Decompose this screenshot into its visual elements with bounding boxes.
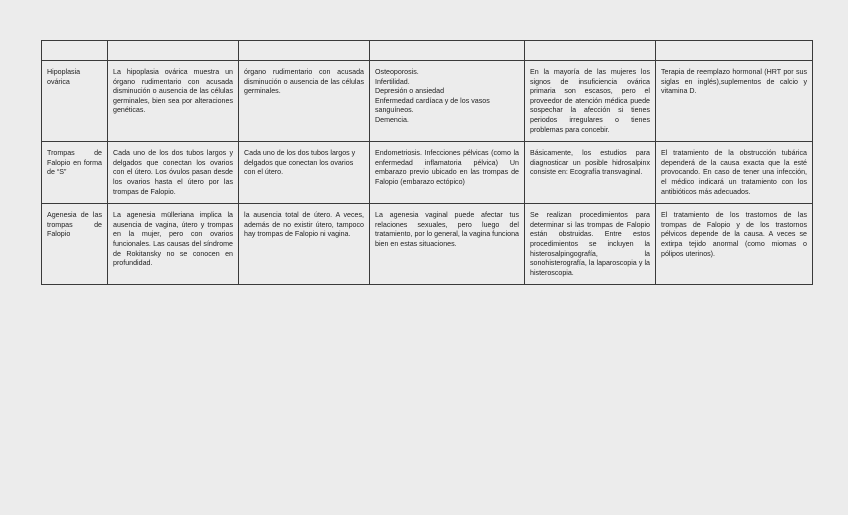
- description-cell: La agenesia mülleriana implica la ausencia de vagina, útero y trompas en la mujer, pero con ovarios funcionales. Las causas del síndrome de Rokitansky no se conocen en profundidad.: [108, 204, 239, 285]
- consequence-item: Enfermedad cardíaca y de los vasos sanguíneos.: [375, 96, 490, 115]
- description-cell: La hipoplasia ovárica muestra un órgano rudimentario con acusada disminución o ausencia de las células germinales, bien sea por alteraciones genéticas.: [108, 61, 239, 142]
- diagnosis-cell: Básicamente, los estudios para diagnosticar un posible hidrosalpinx consiste en: Ecografía transvaginal.: [525, 142, 656, 204]
- consequences-cell: [370, 142, 525, 204]
- comparison-table: [41, 40, 813, 285]
- characteristics-cell: la ausencia total de útero. A veces, además de no existir útero, tampoco hay trompas de Falopio ni vagina.: [239, 204, 370, 285]
- characteristics-cell: órgano rudimentario con acusada disminución o ausencia de las células germinales.: [239, 61, 370, 142]
- consequences-cell: [370, 61, 525, 142]
- diagnosis-cell: En la mayoría de las mujeres los signos de insuficiencia ovárica primaria son escasos, pero el proveedor de atención médica puede sospechar la afección si tienes periodos irregulares o tienes problemas para concebir.: [525, 61, 656, 142]
- header-cell: [525, 41, 656, 61]
- consequence-item: La agenesia vaginal puede afectar tus relaciones sexuales, pero luego del tratamiento, por lo general, la vagina funciona bien en estas situaciones.: [375, 211, 519, 248]
- treatment-cell: Terapia de reemplazo hormonal (HRT por sus siglas en inglés),suplementos de calcio y vitamina D.: [656, 61, 813, 142]
- consequence-item: Osteoporosis.: [375, 68, 419, 76]
- treatment-cell: El tratamiento de los trastornos de las trompas de Falopio y de los trastornos pélvicos depende de la causa. A veces se extirpa tejido anormal (como miomas o pólipos uterinos).: [656, 204, 813, 285]
- consequences-cell: [370, 204, 525, 285]
- consequence-item: Depresión o ansiedad: [375, 87, 445, 96]
- table-row: [42, 142, 813, 204]
- header-cell: [656, 41, 813, 61]
- header-cell: [239, 41, 370, 61]
- characteristics-cell: Cada uno de los dos tubos largos y delgados que conectan los ovarios con el útero.: [239, 142, 370, 204]
- description-cell: Cada uno de los dos tubos largos y delgados que conectan los ovarios con el útero. Los óvulos pasan desde los ovarios hasta el útero por las trompas de Falopio.: [108, 142, 239, 204]
- header-cell: [108, 41, 239, 61]
- table-row: [42, 61, 813, 142]
- table-row: [42, 204, 813, 285]
- table-header-row: [42, 41, 813, 61]
- treatment-cell: El tratamiento de la obstrucción tubárica dependerá de la causa exacta que la esté provocando. En caso de tener una infección, el médico indicará un tratamiento con los antibióticos más adecuados.: [656, 142, 813, 204]
- condition-cell: Hipoplasia ovárica: [42, 61, 108, 142]
- consequence-item: Infertilidad.: [375, 77, 410, 86]
- consequence-item: Endometriosis. Infecciones pélvicas (como la enfermedad inflamatoria pélvica) Un embarazo previo ubicado en las trompas de Falopio (embarazo ectópico): [375, 149, 519, 186]
- header-cell: [42, 41, 108, 61]
- condition-cell: Agenesia de las trompas de Falopio: [42, 204, 108, 285]
- consequence-item: Demencia.: [375, 115, 409, 124]
- condition-cell: Trompas de Falopio en forma de “S”: [42, 142, 108, 204]
- header-cell: [370, 41, 525, 61]
- diagnosis-cell: Se realizan procedimientos para determinar si las trompas de Falopio están obstruidas. Entre estos procedimientos se incluyen la histerosalpingografía, la sonohisterografía, la laparoscopia y la histeroscopia.: [525, 204, 656, 285]
